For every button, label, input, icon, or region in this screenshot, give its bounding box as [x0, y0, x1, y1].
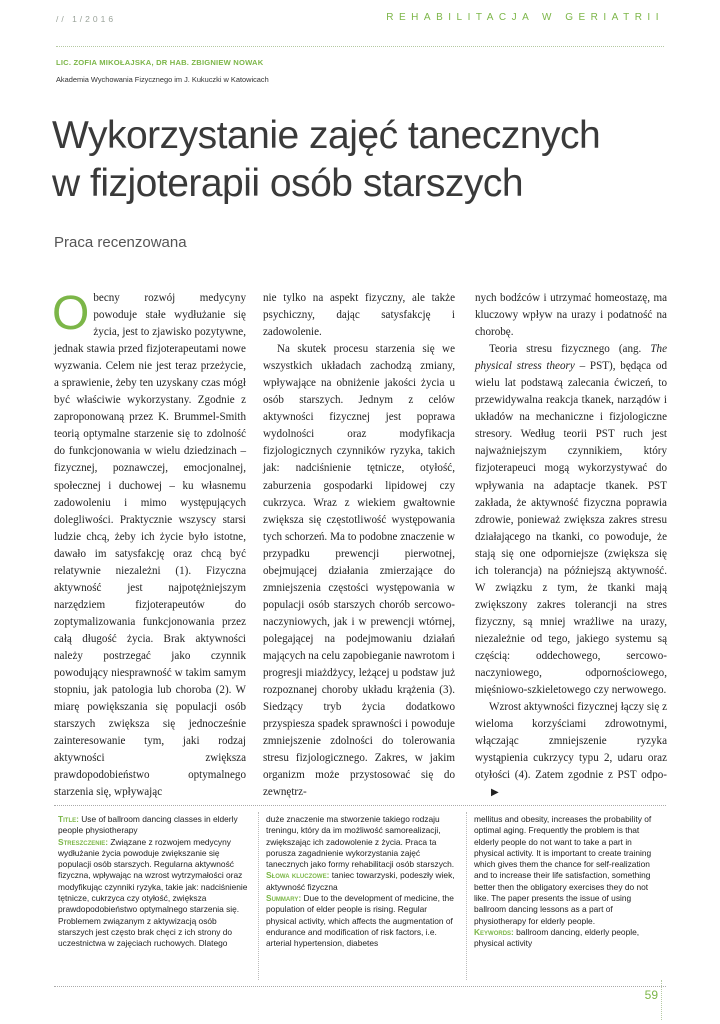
paragraph: Teoria stresu fizycznego (ang. The physical stress theory – PST), będąca od wielu lat podstawą zalecania ćwiczeń, to przewidywalna reakcja tkanek, narządów i układów na mechaniczne i fizjologiczne stresory. Według teorii PST ruch jest najważniejszym czynnikiem, który fizjoterapeuci mogą wykorzystywać do wpływania na adaptacje tkanek. PST zakłada, że aktywność fizyczna poprawia zdrowie, ponieważ zwiększa zakres stresu działającego na tkanki, co powoduje, że stają się one odporniejsze (zwiększa się ich tolerancja) na późniejszą aktywność. W związku z tym, że tkanki mają zwiększony zakres tolerancji na stres fizyczny, są mniej wrażliwe na urazy, niezależnie od tego, jakiego systemu są częścią: oddechowego, sercowo-naczyniowego, odpornościowego, mięśniowo-szkieletowego czy nerwowego. [475, 343, 667, 697]
section-name: REHABILITACJA W GERIATRII [386, 12, 664, 23]
abstract-column-2 [266, 814, 456, 950]
abstract-box [54, 805, 666, 987]
abstract-title: Title: Use of ballroom dancing classes in elderly people physiotherapy [58, 814, 238, 836]
affiliation: Akademia Wychowania Fizycznego im J. Kukuczki w Katowicach [56, 75, 269, 84]
issue-number: // 1/2016 [56, 14, 117, 24]
abstract-divider [466, 812, 467, 980]
abstract-divider [258, 812, 259, 980]
title-line-2: w fizjoterapii osób starszych [52, 162, 524, 205]
paragraph: Obecny rozwój medycyny powoduje stałe wydłużanie się życia, jest to zjawisko pozytywne, jednak stawia przed fizjoterapeutami nowe wyzwania. Celem nie jest teraz przeżycie, a sprawienie, żeby ten uzyskany czas mógł być właściwie wykorzystany. Zgodnie z zaproponowaną przez K. Brummel-Smith teorią optymalne starzenie się to zdolność do funkcjonowania w wielu dziedzinach – fizycznej, poznawczej, emocjonalnej, społecznej i duchowej – ku własnemu zadowoleniu i mimo występujących dolegliwości. Praktycznie wszyscy starsi ludzie chcą, żeby ich życie było istotne, dawało im satysfakcję oraz chcą być relatywnie niezależni (1). Fizyczna aktywność jest najpotężniejszym narzędziem fizjoterapeutów do zoptymalizowania funkcjonowania przez całą długość życia. Brak aktywności należy postrzegać jako czynnik powodujący niesprawność w takim samym stopniu, jak patologia lub choroba (2). W miarę powiększania się populacji osób starszych zwiększa się jednocześnie zainteresowanie tym, jaki rodzaj aktywności zwiększa prawdopodobieństwo optymalnego starzenia się, wpływając [52, 287, 246, 799]
body-column-3 [475, 290, 667, 801]
abstract-streszczenie-cont: duże znaczenie ma stworzenie takiego rodzaju treningu, który da im możliwość samorealizacji, zwiększając ich zadowolenie z życia. Praca ta porusza zagadnienie wykorzystania zajęć tanecznych jako formy rehabilitacji osób starszych. [266, 814, 455, 870]
paragraph: nych bodźców i utrzymać homeostazę, ma kluczowy wpływ na urazy i podatność na chorobę. [475, 292, 667, 339]
abstract-keywords: Keywords: ballroom dancing, elderly people, physical activity [474, 926, 640, 949]
authors: LIC. ZOFIA MIKOŁAJSKA, DR HAB. ZBIGNIEW NOWAK [56, 58, 264, 67]
abstract-column-1 [58, 814, 248, 950]
footer-divider [661, 980, 662, 1020]
continue-arrow-icon: ▶ [491, 787, 499, 799]
abstract-summary: Summary: Due to the development of medicine, the population of elder people is rising. Regular physical activity, which affects the augmentation of endurance and modification of risk factors, i.e. arterial hypertension, diabetes [266, 893, 454, 949]
paragraph: Na skutek procesu starzenia się we wszystkich układach zachodzą zmiany, wpływające na obniżenie jakości życia u osób starszych. Jednym z celów aktywności fizycznej jest poprawa wydolności oraz modyfikacja fizjologicznych czynników ryzyka, takich jak: nadciśnienie tętnicze, otyłość, zaburzenia gospodarki lipidowej czy cukrzyca. Wraz z wiekiem gwałtownie zwiększa się częstotliwość występowania tych schorzeń. Ma to podobne znaczenie w przypadku prewencji pierwotnej, obejmującej działania zmierzające do zmniejszenia częstości występowania w populacji osób starszych chorób sercowo-naczyniowych, jak i w prewencji wtórnej, polegającej na podejmowaniu działań mających na celu zapobieganie nawrotom i progresji miażdżycy, leżącej u podstaw już rozpoznanej choroby układu krążenia (3). Siedzący tryb życia dodatkowo przyspiesza spadek sprawności i powoduje zmniejszenie zdolności do tolerowania stresu fizjologicznego. Zakres, w jakim organizm może przystosować się do zewnętrz- [263, 343, 455, 799]
abstract-column-3 [474, 814, 664, 950]
paragraph: Wzrost aktywności fizycznej łączy się z wieloma korzyściami zdrowotnymi, włączając zmniejszenie ryzyka wystąpienia cukrzycy typu 2, udaru oraz otyłości (4). Zatem zgodnie z PST odpo-▶ [475, 699, 667, 801]
body-column-2 [263, 290, 455, 801]
title-line-1: Wykorzystanie zajęć tanecznych [52, 114, 601, 157]
running-header [56, 14, 664, 38]
page-number: 59 [644, 988, 658, 1002]
article-title [52, 112, 672, 208]
abstract-summary-cont: mellitus and obesity, increases the probability of optimal aging. Frequently the problem is that elderly people do not want to take a part in physical activity. It is important to create training which gives them the chance for self-realization and to increase their life satisfaction, something better then the obligatory exercises they do not like. The paper presents the issue of using ballroom dancing lessons as a part of physiotherapy for elderly people. [474, 814, 652, 926]
drop-cap: O [52, 287, 90, 340]
article-subtitle: Praca recenzowana [54, 234, 187, 251]
header-divider [56, 46, 664, 47]
body-column-1 [52, 287, 246, 801]
paragraph: nie tylko na aspekt fizyczny, ale także psychiczny, dając satysfakcję i zadowolenie. [263, 292, 455, 339]
abstract-slowa-kluczowe: Słowa kluczowe: taniec towarzyski, podeszły wiek, aktywność fizyczna [266, 870, 455, 892]
abstract-streszczenie: Streszczenie: Związane z rozwojem medycyny wydłużanie życia powoduje zwiększanie się populacji osób starszych. Regularna aktywność fizyczna, wpływając na wzrost wytrzymałości oraz modyfikując czynniki ryzyka, takie jak: nadciśnienie tętnicze, cukrzyca czy otyłość, zwiększa prawdopodobieństwo optymalnego starzenia się. Problemem związanym z aktywizacją osób starszych jest często brak chęci z ich strony do uczestnictwa w zajęciach ruchowych. Dlatego [58, 836, 248, 949]
